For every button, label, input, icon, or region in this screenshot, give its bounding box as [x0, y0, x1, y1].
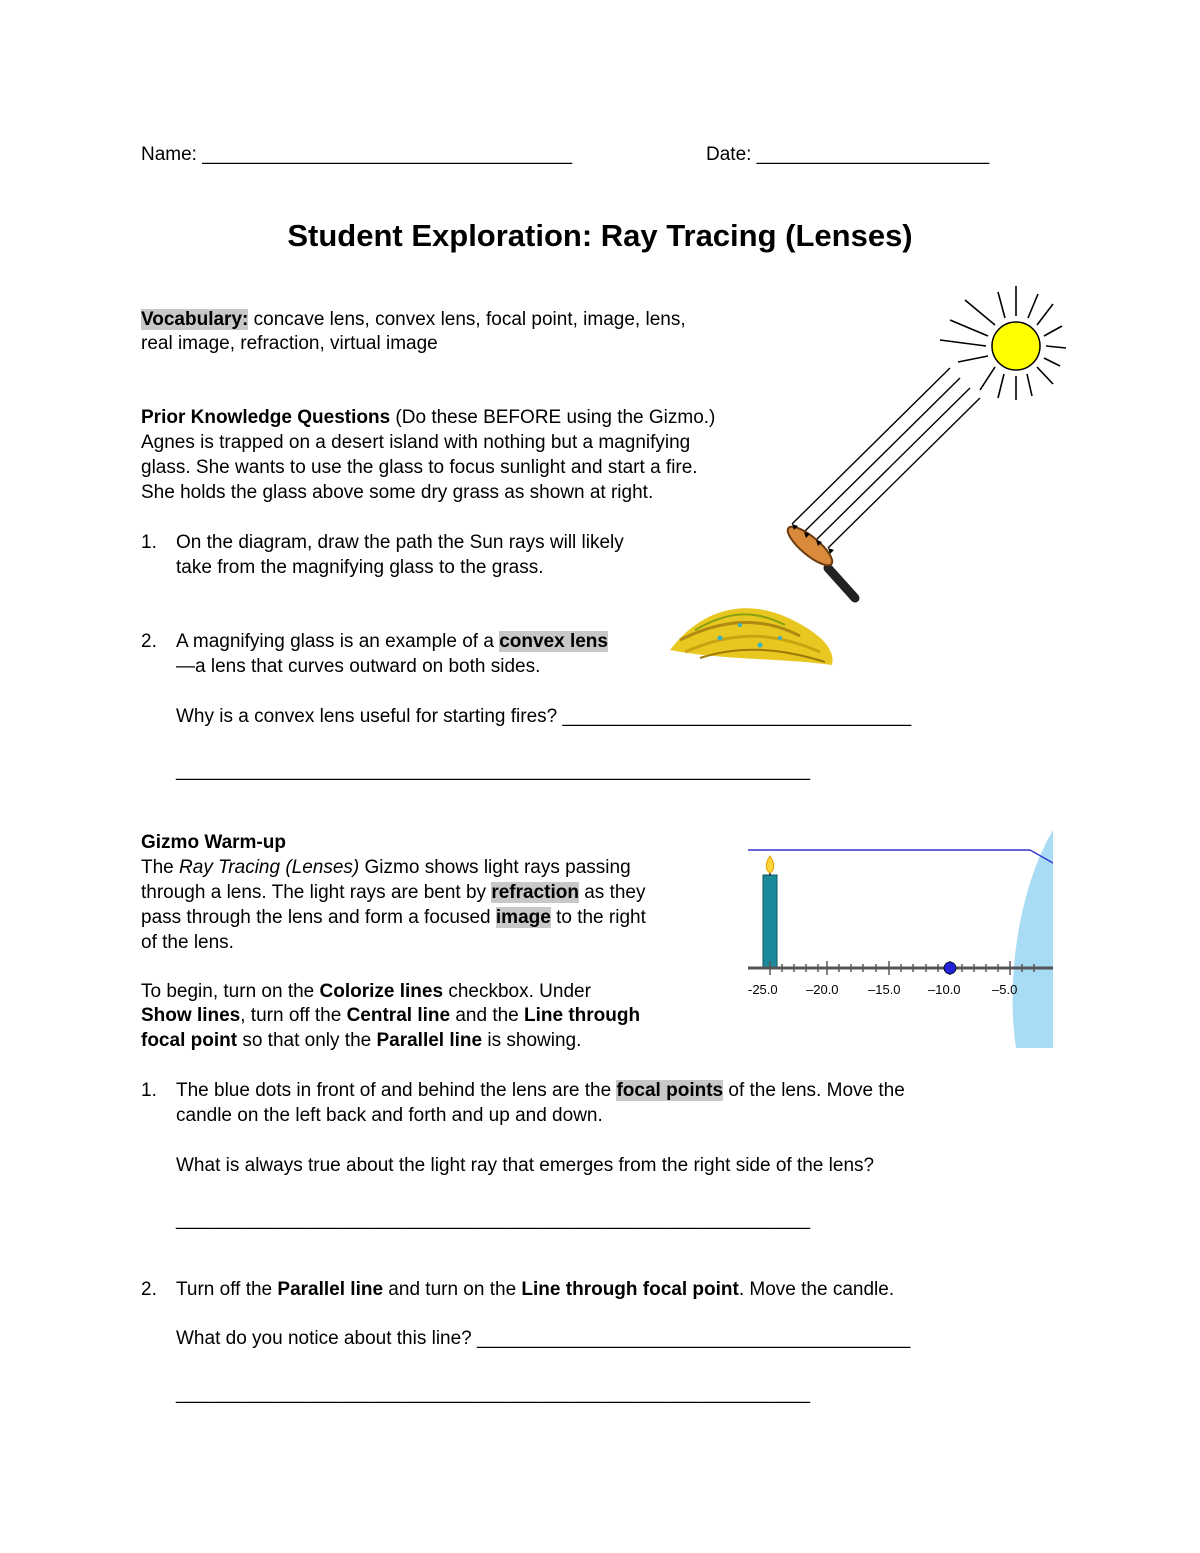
warmup-text: and the [450, 1005, 525, 1026]
warmup-text: through a lens. The light rays are bent by [141, 882, 492, 903]
prior-line3: She holds the glass above some dry grass as shown at right. [141, 482, 654, 503]
line-through-label: Line through [524, 1005, 641, 1026]
vocabulary-terms: concave lens, convex lens, focal point, image, lens, [248, 309, 686, 330]
warmup-text: and turn on the [383, 1279, 522, 1300]
term-convex-lens: convex lens [499, 631, 608, 652]
answer-blank[interactable]: ____________________________________________________________ [176, 1383, 811, 1404]
page-title: Student Exploration: Ray Tracing (Lenses) [287, 218, 913, 253]
warmup-text: The blue dots in front of and behind the lens are the [176, 1080, 617, 1101]
parallel-line-label: Parallel line [376, 1030, 483, 1051]
axis-tick-label: -25.0 [748, 982, 778, 997]
prior-q2-why-text: Why is a convex lens useful for starting fires? [176, 706, 563, 727]
warmup-p2-line3 [141, 1030, 581, 1052]
term-image: image [495, 907, 551, 928]
answer-blank[interactable]: _________________________________________ [477, 1328, 911, 1349]
warmup-p1-line1 [141, 857, 631, 879]
sun-rays [792, 368, 980, 548]
prior-heading-text: Prior Knowledge Questions [141, 407, 391, 428]
term-refraction: refraction [491, 882, 579, 903]
prior-q2-line1 [176, 631, 656, 653]
warmup-q1-question: What is always true about the light ray that emerges from the right side of the lens? [176, 1155, 875, 1176]
prior-note: (Do these BEFORE using the Gizmo.) [390, 407, 716, 428]
warmup-q2-line1 [176, 1279, 894, 1301]
prior-knowledge-heading [141, 407, 716, 429]
name-field[interactable] [141, 144, 572, 166]
prior-q1-line1: On the diagram, draw the path the Sun rays will likely [176, 532, 624, 553]
warmup-text: To begin, turn on the [141, 981, 320, 1002]
warmup-q1-line2: candle on the left back and forth and up and down. [176, 1105, 603, 1126]
focal-point-label: focal point [141, 1030, 238, 1051]
warmup-text: of the lens. Move the [723, 1080, 905, 1101]
warmup-p1-line2 [141, 882, 646, 904]
lens-shape [1013, 830, 1053, 1048]
axis-tick-label: –20.0 [806, 982, 839, 997]
parallel-line-label: Parallel line [277, 1279, 384, 1300]
line-through-focal-point-label: Line through focal point [521, 1279, 739, 1300]
answer-blank[interactable]: _________________________________ [562, 706, 912, 727]
warmup-p1-line3 [141, 907, 646, 929]
date-field[interactable] [706, 144, 989, 166]
warmup-q2-question-text: What do you notice about this line? [176, 1328, 478, 1349]
colorize-lines-label: Colorize lines [319, 981, 444, 1002]
warmup-text: so that only the [237, 1030, 377, 1051]
central-line-label: Central line [346, 1005, 451, 1026]
prior-line1: Agnes is trapped on a desert island with nothing but a magnifying [141, 432, 691, 453]
answer-blank[interactable]: ____________________________________________________________ [176, 1209, 811, 1230]
candle-icon [763, 856, 777, 968]
date-label: Date: [706, 144, 752, 165]
warmup-p2-line1 [141, 981, 591, 1003]
vocabulary-label: Vocabulary: [141, 309, 249, 330]
warmup-text: The [141, 857, 180, 878]
prior-q2-line2: —a lens that curves outward on both sides. [176, 656, 541, 677]
name-blank[interactable]: ___________________________________ [202, 144, 573, 165]
question-number: 1. [141, 532, 157, 553]
prior-q1-line2: take from the magnifying glass to the grass. [176, 557, 544, 578]
prior-line2: glass. She wants to use the glass to focus sunlight and start a fire. [141, 457, 698, 478]
prior-q2-why [176, 706, 911, 728]
sun-magnifier-illustration [660, 280, 1080, 680]
warmup-text: Turn off the [176, 1279, 278, 1300]
question-number: 1. [141, 1080, 157, 1101]
warmup-q2-question [176, 1328, 910, 1350]
warmup-text: pass through the lens and form a focused [141, 907, 496, 928]
warmup-text: . Move the candle. [738, 1279, 895, 1300]
warmup-text: is showing. [482, 1030, 582, 1051]
warmup-text: , turn off the [240, 1005, 347, 1026]
warmup-text: Gizmo shows light rays passing [359, 857, 631, 878]
warmup-p2-line2 [141, 1005, 640, 1027]
warmup-q1-line1 [176, 1080, 905, 1102]
name-label: Name: [141, 144, 197, 165]
warmup-text: checkbox. Under [443, 981, 591, 1002]
vocabulary-line2: real image, refraction, virtual image [141, 333, 438, 354]
warmup-p1-line4: of the lens. [141, 932, 234, 953]
focal-point-dot[interactable] [944, 962, 956, 974]
question-number: 2. [141, 631, 157, 652]
dry-grass-icon [670, 608, 833, 665]
answer-blank[interactable]: ____________________________________________________________ [176, 760, 811, 781]
warmup-text: to the right [550, 907, 646, 928]
axis-tick-label: –15.0 [868, 982, 901, 997]
prior-q2-text: A magnifying glass is an example of a [176, 631, 500, 652]
vocabulary-line1 [141, 309, 686, 331]
date-blank[interactable]: ______________________ [756, 144, 990, 165]
axis-tick-label: –5.0 [992, 982, 1018, 997]
question-number: 2. [141, 1279, 157, 1300]
warmup-heading: Gizmo Warm-up [141, 832, 286, 853]
term-focal-points: focal points [616, 1080, 724, 1101]
axis-tick-label: –10.0 [928, 982, 961, 997]
sun-icon [940, 286, 1066, 400]
gizmo-name: Ray Tracing (Lenses) [179, 857, 360, 878]
warmup-text: as they [578, 882, 646, 903]
gizmo-screenshot [748, 830, 1053, 1048]
show-lines-label: Show lines [141, 1005, 241, 1026]
